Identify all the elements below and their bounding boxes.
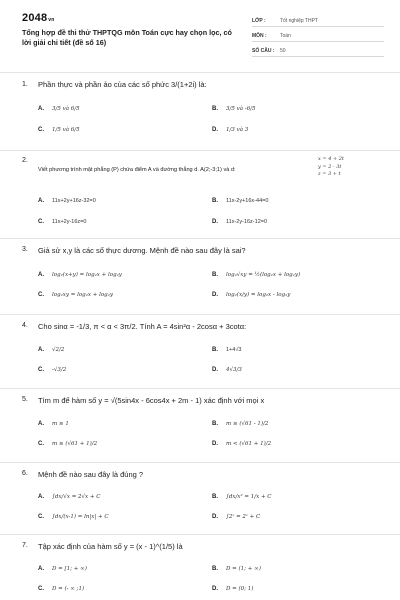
question-6 xyxy=(0,462,400,532)
option-c[interactable]: C. log₂xy = log₂x + log₂y xyxy=(38,292,114,298)
question-number: 1. xyxy=(22,81,28,88)
option-a[interactable]: A. log₂(x+y) = log₂x + log₂y xyxy=(38,272,122,278)
option-d[interactable]: D. log₂(x/y) = log₂x - log₂y xyxy=(212,292,291,298)
option-a[interactable]: A. ∫dx/√x = 2√x + C xyxy=(38,494,101,500)
question-3 xyxy=(0,238,400,312)
question-number: 3. xyxy=(22,246,28,253)
question-number: 2. xyxy=(22,157,28,164)
option-a[interactable]: A. D = [1; + ∞) xyxy=(38,566,87,572)
meta-label: LỚP : xyxy=(252,18,266,24)
question-7 xyxy=(0,534,400,600)
option-a[interactable]: A. 11x+2y+16z-32=0 xyxy=(38,198,96,204)
exam-meta xyxy=(252,14,384,59)
option-b[interactable]: B. 3/5 và -6/5 xyxy=(212,106,256,112)
meta-row-class xyxy=(252,14,384,27)
option-b[interactable]: B. log₂√xy = ½(log₂x + log₂y) xyxy=(212,272,301,278)
question-1 xyxy=(0,72,400,148)
option-d[interactable]: D. 11x-2y-16z-12=0 xyxy=(212,219,268,225)
question-number: 5. xyxy=(22,396,28,403)
document-title: Tổng hợp đề thi thử THPTQG môn Toán cực hay chọn lọc, có lời giải chi tiết (đề số 16) xyxy=(22,28,232,47)
option-a[interactable]: A. 3/5 và 6/5 xyxy=(38,106,80,112)
option-b[interactable]: B. D = (1; + ∞) xyxy=(212,566,261,572)
meta-value: Tốt nghiệp THPT xyxy=(280,18,318,24)
meta-value: Toán xyxy=(280,33,291,39)
line-system: x = 4 + 2t y = 2 - 3t z = 3 + t xyxy=(318,156,344,177)
option-d[interactable]: D. 4√3/3 xyxy=(212,367,242,373)
meta-row-count xyxy=(252,44,384,57)
site-logo[interactable]: 2048vn xyxy=(22,12,55,24)
option-c[interactable]: C. ∫dx/(x-1) = ln|x| + C xyxy=(38,514,109,520)
option-a[interactable]: A. √2/2 xyxy=(38,347,65,353)
option-b[interactable]: B. m ≥ (√61 - 1)/2 xyxy=(212,421,269,427)
meta-label: SỐ CÂU : xyxy=(252,48,275,54)
option-d[interactable]: D. m < (√61 + 1)/2 xyxy=(212,441,272,447)
option-d[interactable]: D. 1/3 và 3 xyxy=(212,127,249,133)
option-d[interactable]: D. ∫2ˣ = 2ˣ + C xyxy=(212,514,261,520)
question-text: Tìm m để hàm số y = √(5sin4x - 6cos4x + 2m - 1) xác định với mọi x xyxy=(38,396,265,405)
option-a[interactable]: A. m ≥ 1 xyxy=(38,421,69,427)
question-2 xyxy=(0,150,400,236)
question-number: 6. xyxy=(22,470,28,477)
option-b[interactable]: B. 1+4√3 xyxy=(212,347,242,353)
question-text: Mệnh đề nào sau đây là đúng ? xyxy=(38,470,144,479)
option-c[interactable]: C. -√3/2 xyxy=(38,367,67,373)
question-number: 4. xyxy=(22,322,28,329)
question-text: Phần thực và phần ảo của các số phức 3/(1+2i) là: xyxy=(38,80,207,89)
meta-row-subject xyxy=(252,29,384,42)
question-text: Viết phương trình mặt phẳng (P) chứa điểm A và đường thẳng d. A(2;-3;1) và d: xyxy=(38,167,236,173)
option-d[interactable]: D. D = (0; 1) xyxy=(212,586,254,592)
question-5 xyxy=(0,388,400,460)
option-b[interactable]: B. ∫dx/x² = 1/x + C xyxy=(212,494,272,500)
option-c[interactable]: C. D = (- ∞ ;1) xyxy=(38,586,85,592)
question-text: Giả sử x,y là các số thực dương. Mệnh đề nào sau đây là sai? xyxy=(38,246,246,255)
question-text: Cho sinα = -1/3, π < α < 3π/2. Tính A = 4sin²α - 2cosα + 3cotα: xyxy=(38,322,247,331)
question-number: 7. xyxy=(22,542,28,549)
option-c[interactable]: C. m ≥ (√61 + 1)/2 xyxy=(38,441,98,447)
question-4 xyxy=(0,314,400,386)
page-header xyxy=(0,0,400,62)
question-text: Tập xác định của hàm số y = (x - 1)^(1/5) là xyxy=(38,542,183,551)
option-c[interactable]: C. 11x+2y-16z=0 xyxy=(38,219,87,225)
option-b[interactable]: B. 11x-2y+16x-44=0 xyxy=(212,198,269,204)
meta-label: MÔN : xyxy=(252,33,267,39)
option-c[interactable]: C. 1/5 và 6/5 xyxy=(38,127,80,133)
meta-value: 50 xyxy=(280,48,286,54)
